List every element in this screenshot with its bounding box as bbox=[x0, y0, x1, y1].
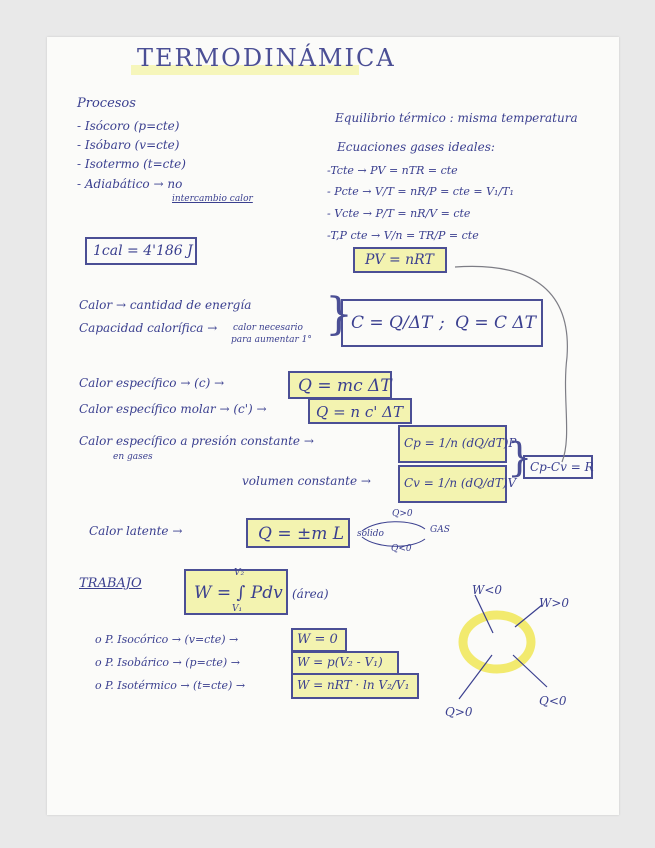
process-item: - Adiabático → no bbox=[77, 177, 183, 191]
work-item-formula: W = p(V₂ - V₁) bbox=[297, 655, 383, 669]
cv-formula: Cv = 1/n (dQ/dT)V bbox=[404, 476, 517, 490]
work-item-label: o P. Isocórico → (v=cte) → bbox=[95, 633, 239, 646]
heat-out-arrow bbox=[513, 655, 547, 687]
process-item: - Isotermo (t=cte) bbox=[77, 157, 186, 171]
integral-upper-limit: V₂ bbox=[234, 568, 245, 578]
cp-formula: Cp = 1/n (dQ/dT)P bbox=[404, 436, 517, 450]
curly-brace: } bbox=[507, 435, 533, 481]
processes-heading: Procesos bbox=[77, 96, 136, 111]
ideal-gas-row: -Tcte → PV = nTR = cte bbox=[327, 164, 458, 177]
annotation-drawings bbox=[47, 37, 619, 815]
heat-definition: Calor → cantidad de energía bbox=[79, 298, 252, 312]
process-item: - Isócoro (p=cte) bbox=[77, 119, 180, 133]
work-item-label: o P. Isobárico → (p=cte) → bbox=[95, 656, 240, 669]
gases-note: en gases bbox=[113, 452, 153, 462]
work-heading: TRABAJO bbox=[79, 576, 142, 591]
curly-brace: } bbox=[325, 289, 353, 340]
latent-q-negative: Q<0 bbox=[391, 544, 412, 554]
specific-heat-formula: Q = mc ΔT bbox=[298, 376, 392, 396]
cv-label: volumen constante → bbox=[242, 474, 371, 488]
specific-heat-label: Calor específico → (c) → bbox=[79, 376, 225, 390]
latent-heat-label: Calor latente → bbox=[89, 524, 183, 538]
adiabatic-note: intercambio calor bbox=[172, 194, 253, 204]
integral-lower-limit: V₁ bbox=[232, 604, 243, 614]
ideal-gas-law: PV = nRT bbox=[365, 252, 434, 268]
heat-capacity-note: calor necesario bbox=[233, 323, 303, 333]
ideal-gas-row: - Pcte → V/T = nR/P = cte = V₁/T₁ bbox=[327, 185, 514, 198]
ideal-gas-row: - Vcte → P/T = nR/V = cte bbox=[327, 207, 471, 220]
latent-gas: GAS bbox=[430, 525, 450, 535]
molar-heat-formula: Q = n c' ΔT bbox=[316, 403, 403, 421]
molar-heat-label: Calor específico molar → (c') → bbox=[79, 402, 267, 416]
work-area-note: (área) bbox=[292, 587, 329, 601]
heat-capacity-label: Capacidad calorífica → bbox=[79, 321, 218, 335]
ideal-gas-row: -T,P cte → V/n = TR/P = cte bbox=[327, 229, 479, 242]
connector-curve bbox=[455, 266, 567, 462]
latent-arrow-bottom bbox=[362, 537, 425, 546]
sign-q-positive: Q>0 bbox=[445, 705, 473, 719]
latent-heat-formula: Q = ±m L bbox=[258, 524, 345, 544]
page-title: TERMODINÁMICA bbox=[137, 44, 396, 72]
sign-w-negative: W<0 bbox=[472, 583, 503, 597]
heat-capacity-note: para aumentar 1° bbox=[231, 335, 312, 345]
work-out-arrow bbox=[515, 605, 542, 627]
work-item-label: o P. Isotérmico → (t=cte) → bbox=[95, 679, 246, 692]
notebook-page bbox=[47, 37, 619, 815]
latent-solid: sólido bbox=[357, 529, 384, 539]
work-integral: W = ∫ Pdv bbox=[194, 583, 283, 603]
system-highlight bbox=[463, 615, 531, 669]
heat-formula: Q = C ΔT bbox=[455, 313, 537, 333]
process-item: - Isóbaro (v=cte) bbox=[77, 138, 180, 152]
ideal-gas-heading: Ecuaciones gases ideales: bbox=[337, 140, 495, 154]
mayer-relation: Cp-Cv = R bbox=[530, 460, 594, 474]
formula-separator: ; bbox=[439, 313, 445, 333]
equilibrium-text: Equilibrio térmico : misma temperatura bbox=[335, 111, 578, 125]
calorie-equivalence: 1cal = 4'186 J bbox=[93, 243, 193, 259]
sign-q-negative: Q<0 bbox=[539, 694, 567, 708]
latent-arrow-top bbox=[362, 522, 425, 531]
work-item-formula: W = 0 bbox=[297, 632, 338, 647]
work-item-formula: W = nRT · ln V₂/V₁ bbox=[297, 678, 410, 692]
sign-w-positive: W>0 bbox=[539, 596, 570, 610]
latent-q-positive: Q>0 bbox=[392, 509, 413, 519]
cp-label: Calor específico a presión constante → bbox=[79, 434, 314, 448]
heat-capacity-formula: C = Q/ΔT bbox=[351, 313, 433, 333]
